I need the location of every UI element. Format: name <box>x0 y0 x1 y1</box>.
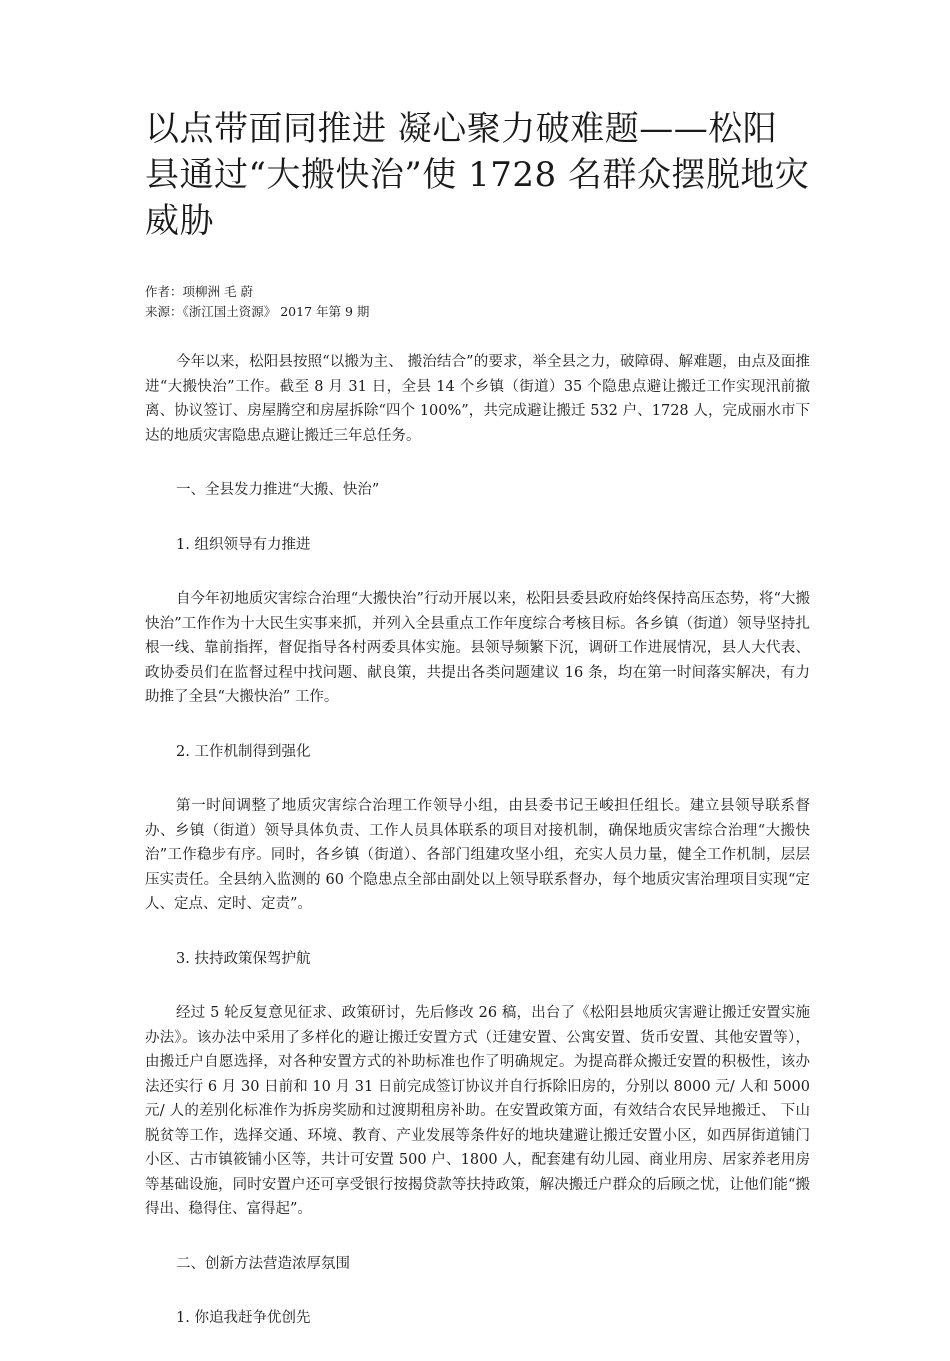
article-body <box>145 350 810 1331</box>
subsection-heading: 1. 组织领导有力推进 <box>176 536 311 553</box>
body-paragraph: 第一时间调整了地质灾害综合治理工作领导小组，由县委书记王峻担任组长。建立县领导联系督办、乡镇（街道）领导具体负责、工作人员具体联系的项目对接机制，确保地质灾害综合治理“大搬快治”工作稳步有序。同时，各乡镇（街道）、各部门组建攻坚小组，充实人员力量，健全工作机制，层层压实责任。全县纳入监测的 60 个隐患点全部由副处以上领导联系督办，每个地质灾害治理项目实现“定人、定点、定时、定责”。 <box>145 798 810 912</box>
body-paragraph: 自今年初地质灾害综合治理“大搬快治”行动开展以来，松阳县委县政府始终保持高压态势，将“大搬快治”工作作为十大民生实事来抓，并列入全县重点工作年度综合考核目标。各乡镇（街道）领导坚持扎根一线、靠前指挥，督促指导各村两委具体实施。县领导频繁下沉，调研工作进展情况，县人大代表、政协委员们在监督过程中找问题、献良策，共提出各类问题建议 16 条，均在第一时间落实解决，有力助推了全县“大搬快治” 工作。 <box>145 591 810 705</box>
document-page <box>145 106 810 1361</box>
subsection-heading: 2. 工作机制得到强化 <box>176 743 311 760</box>
source-line: 来源：《浙江国土资源》 2017 年第 9 期 <box>145 304 370 319</box>
article-title: 以点带面同推进 凝心聚力破难题——松阳县通过“大搬快治”使 1728 名群众摆脱地灾威胁 <box>145 109 810 241</box>
body-paragraph: 经过 5 轮反复意见征求、政策研讨，先后修改 26 稿，出台了《松阳县地质灾害避让搬迁安置实施办法》。该办法中采用了多样化的避让搬迁安置方式（迁建安置、公寓安置、货币安置、其他安置等），由搬迁户自愿选择，对各种安置方式的补助标准也作了明确规定。为提高群众搬迁安置的积极性，该办法还实行 6 月 30 日前和 10 月 31 日前完成签订协议并自行拆除旧房的，分别以 8000 元/ 人和 5000 元/ 人的差别化标准作为拆房奖励和过渡期租房补助。在安置政策方面，有效结合农民异地搬迁、 下山脱贫等工作，选择交通、环境、教育、产业发展等条件好的地块建避让搬迁安置小区，如西屏街道铺门小区、古市镇筱铺小区等，共计可安置 500 户、1800 人，配套建有幼儿园、商业用房、居家养老用房等基础设施，同时安置户还可享受银行按揭贷款等扶持政策，解决搬迁户群众的后顾之忧，让他们能“搬得出、稳得住、富得起”。 <box>145 1005 810 1217</box>
article-meta <box>145 282 810 322</box>
section-heading: 一、全县发力推进“大搬、快治” <box>176 482 380 498</box>
section-heading: 二、创新方法营造浓厚氛围 <box>176 1255 350 1272</box>
subsection-heading: 3. 扶持政策保驾护航 <box>176 950 311 967</box>
body-paragraph: 今年以来，松阳县按照“以搬为主、 搬治结合”的要求，举全县之力，破障碍、解难题，由点及面推进“大搬快治”工作。截至 8 月 31 日，全县 14 个乡镇（街道）35 个隐患点避让搬迁工作实现汛前撤离、协议签订、房屋腾空和房屋拆除“四个 100%”，共完成避让搬迁 532 户、1728 人，完成丽水市下达的地质灾害隐患点避让搬迁三年总任务。 <box>145 354 810 444</box>
subsection-heading: 1. 你追我赶争优创先 <box>176 1310 311 1326</box>
author-line: 作者：项柳洲 毛 蔚 <box>145 284 253 299</box>
